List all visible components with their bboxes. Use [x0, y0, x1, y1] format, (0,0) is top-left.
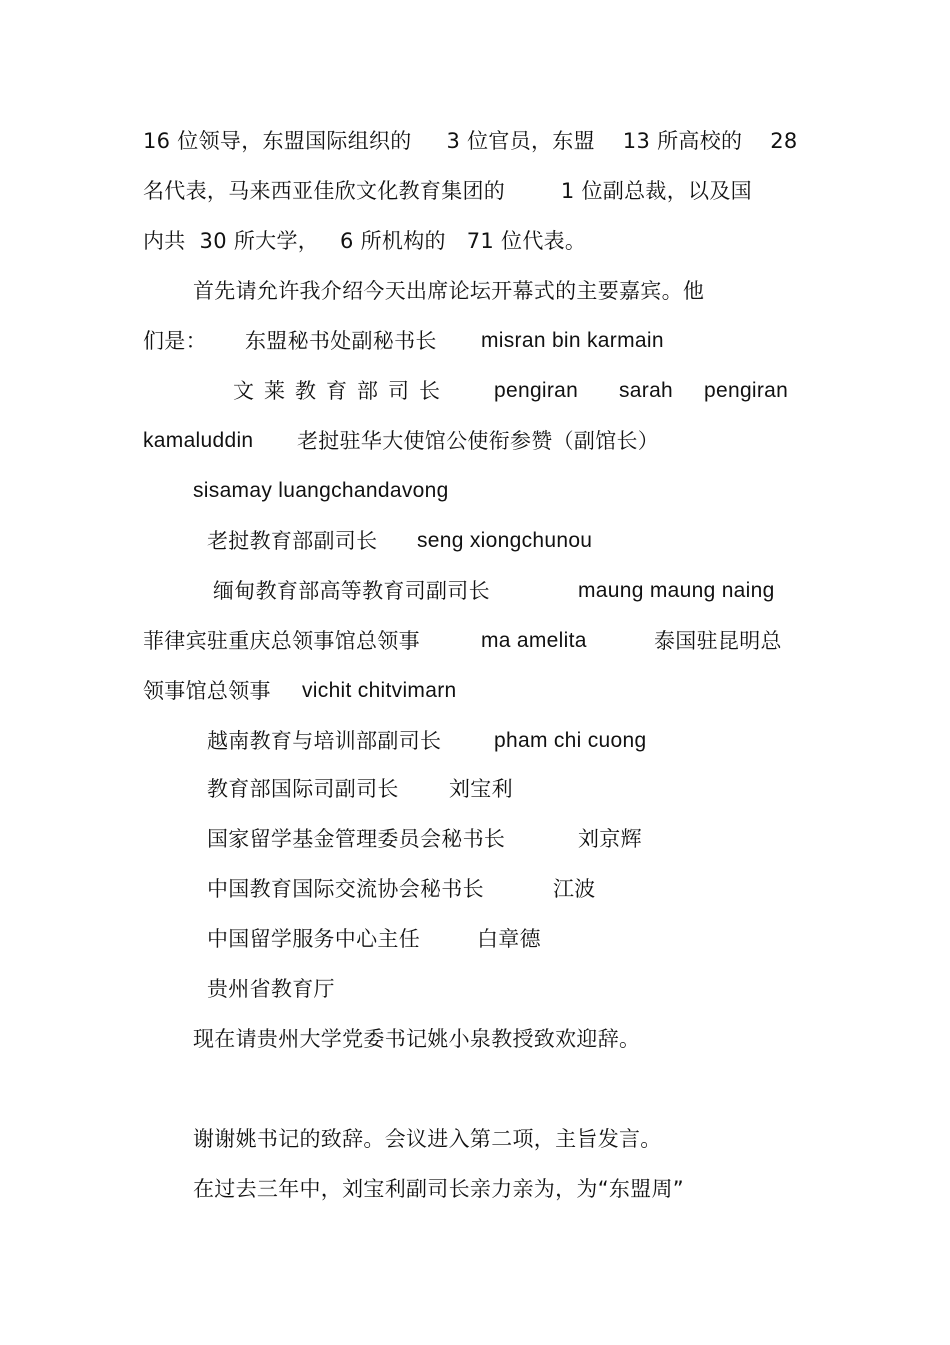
guest-name: vichit chitvimarn — [302, 679, 457, 702]
guest-title: 国家留学基金管理委员会秘书长 — [207, 827, 506, 851]
thanks-paragraph: 谢谢姚书记的致辞。会议进入第二项，主旨发言。 — [193, 1127, 662, 1151]
guest-title: 文莱教育部司长 — [233, 379, 450, 403]
guest-title: 东盟秘书处副秘书长 — [245, 329, 437, 353]
welcome-paragraph: 现在请贵州大学党委书记姚小泉教授致欢迎辞。 — [193, 1027, 641, 1051]
guest-name: kamaluddin — [143, 429, 254, 452]
past-paragraph: 在过去三年中，刘宝利副司长亲力亲为，为“东盟周” — [193, 1177, 684, 1201]
guest-name: misran bin karmain — [481, 329, 664, 352]
guest-name: maung maung naing — [578, 579, 775, 602]
guest-name: pham chi cuong — [494, 729, 647, 752]
intro-line-1: 16 位领导，东盟国际组织的 3 位官员，东盟 13 所高校的 28 — [143, 129, 798, 153]
guest-title: 越南教育与培训部副司长 — [207, 729, 442, 753]
guest-name: 江波 — [553, 877, 596, 901]
guest-name: pengiran — [494, 379, 579, 402]
guest-intro-line: 首先请允许我介绍今天出席论坛开幕式的主要嘉宾。他 — [193, 279, 705, 303]
guest-title: 中国教育国际交流协会秘书长 — [207, 877, 484, 901]
guest-name: 白章德 — [477, 927, 541, 951]
intro-line-2: 名代表，马来西亚佳欣文化教育集团的 1 位副总裁，以及国 — [143, 179, 752, 203]
guest-name: ma amelita — [481, 629, 587, 652]
guest-title: 泰国驻昆明总 — [654, 629, 782, 653]
guest-title: 老挝教育部副司长 — [207, 529, 378, 553]
guest-name: sarah — [619, 379, 674, 402]
guest-name: pengiran — [704, 379, 789, 402]
guest-title: 贵州省教育厅 — [207, 977, 335, 1001]
guest-name: seng xiongchunou — [417, 529, 593, 552]
guest-title: 菲律宾驻重庆总领事馆总领事 — [143, 629, 420, 653]
guest-title: 中国留学服务中心主任 — [207, 927, 420, 951]
guest-title: 领事馆总领事 — [143, 679, 271, 703]
guest-title: 教育部国际司副司长 — [207, 777, 399, 801]
intro-line-3: 内共 30 所大学， 6 所机构的 71 位代表。 — [143, 229, 587, 253]
guest-title: 缅甸教育部高等教育司副司长 — [213, 579, 490, 603]
guest-list-prefix: 们是： — [143, 329, 207, 353]
guest-name: 刘宝利 — [449, 777, 513, 801]
guest-name: 刘京辉 — [578, 827, 642, 851]
guest-title: 老挝驻华大使馆公使衔参赞（副馆长） — [297, 429, 660, 453]
guest-name: sisamay luangchandavong — [193, 479, 449, 502]
